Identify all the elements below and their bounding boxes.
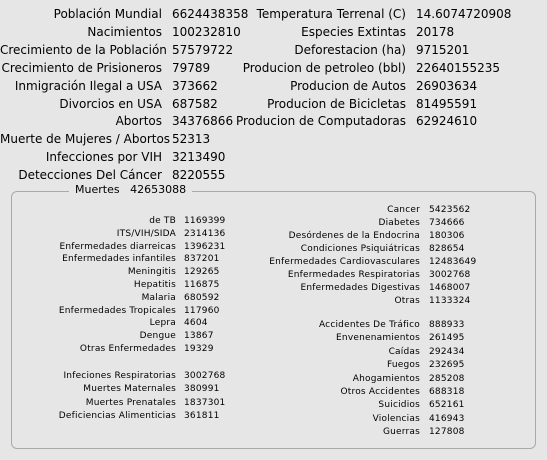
muertes-row bbox=[16, 306, 220, 317]
muertes-row bbox=[230, 427, 465, 438]
stat-label: Suicidios bbox=[378, 400, 420, 411]
stat-label: Condiciones Psiquiátricas bbox=[300, 244, 420, 254]
stat-value: 1396231 bbox=[184, 241, 226, 252]
stat-label: Temperatura Terrenal (C) bbox=[256, 7, 406, 21]
stat-label: Infeciones Respiratorias bbox=[63, 371, 176, 381]
muertes-row bbox=[230, 320, 465, 331]
stat-value: 14.6074720908 bbox=[416, 7, 512, 21]
muertes-row bbox=[230, 218, 465, 229]
stat-row bbox=[236, 61, 500, 76]
muertes-row bbox=[16, 371, 225, 382]
stat-value: 34376866 bbox=[172, 114, 234, 129]
stat-value: 285208 bbox=[429, 373, 465, 384]
stat-value: 261495 bbox=[429, 333, 465, 344]
muertes-row bbox=[230, 360, 465, 371]
muertes-row bbox=[230, 257, 476, 268]
muertes-row bbox=[16, 267, 220, 278]
stat-value: 20178 bbox=[416, 24, 455, 39]
stat-value: 232695 bbox=[429, 360, 465, 371]
stat-value: 4604 bbox=[184, 318, 208, 329]
muertes-row bbox=[230, 414, 465, 425]
stat-label: Envenenamientos bbox=[336, 333, 420, 344]
muertes-row bbox=[16, 344, 214, 355]
muertes-row bbox=[16, 254, 220, 265]
stat-label: Otras Enfermedades bbox=[79, 344, 176, 354]
stat-value: 12483649 bbox=[429, 257, 477, 267]
stat-value: 888933 bbox=[429, 320, 465, 330]
stat-value: 416943 bbox=[429, 413, 465, 424]
stat-value: 19329 bbox=[184, 344, 214, 354]
stat-label: Enfermedades Cardiovasculares bbox=[269, 257, 420, 267]
stat-label: de TB bbox=[149, 216, 176, 226]
muertes-row bbox=[16, 318, 208, 329]
stat-value: 1133324 bbox=[429, 296, 471, 306]
stat-label: Producion de Bicicletas bbox=[267, 96, 406, 111]
stat-row bbox=[236, 7, 511, 22]
stat-label: Inmigración Ilegal a USA bbox=[14, 78, 162, 93]
muertes-row bbox=[230, 387, 465, 398]
muertes-row bbox=[230, 333, 465, 344]
muertes-row bbox=[16, 293, 220, 304]
muertes-row bbox=[230, 270, 470, 281]
stat-value: 180306 bbox=[429, 231, 465, 241]
stat-value: 652161 bbox=[429, 400, 465, 411]
muertes-legend bbox=[69, 183, 192, 197]
muertes-row bbox=[230, 244, 465, 255]
stat-label: Enfermedades Tropicales bbox=[58, 305, 176, 316]
stat-label: Infecciones por VIH bbox=[45, 150, 162, 165]
muertes-row bbox=[230, 205, 470, 216]
muertes-row bbox=[16, 229, 225, 240]
stat-value: 3213490 bbox=[172, 150, 226, 165]
stat-row bbox=[236, 114, 477, 129]
stat-value: 828654 bbox=[429, 244, 465, 254]
stat-value: 8220555 bbox=[172, 168, 226, 183]
stat-label: Deforestacion (ha) bbox=[294, 42, 406, 57]
muertes-row bbox=[230, 283, 470, 294]
stat-value: 57579722 bbox=[172, 42, 234, 57]
stat-value: 13867 bbox=[184, 331, 214, 342]
stat-label: Abortos bbox=[115, 114, 162, 129]
stat-value: 117960 bbox=[184, 305, 220, 316]
stat-value: 373662 bbox=[172, 78, 218, 93]
muertes-row bbox=[16, 280, 220, 291]
stat-label: Producion de petroleo (bbl) bbox=[242, 60, 406, 75]
stat-value: 26903634 bbox=[416, 78, 478, 93]
stat-row bbox=[0, 150, 225, 165]
muertes-row bbox=[230, 231, 465, 242]
stat-row bbox=[236, 79, 477, 94]
stat-label: Crecimiento de la Población bbox=[0, 42, 167, 57]
stat-label: ITS/VIH/SIDA bbox=[116, 228, 176, 239]
stat-label: Enfermedades infantiles bbox=[62, 254, 176, 265]
stat-label: Divorcios en USA bbox=[59, 96, 162, 111]
stat-row bbox=[236, 97, 477, 112]
stat-value: 9715201 bbox=[416, 42, 470, 57]
stat-label: Detecciones Del Cáncer bbox=[18, 168, 162, 183]
stat-row bbox=[0, 114, 233, 129]
stat-value: 127808 bbox=[429, 427, 465, 438]
stat-value: 380991 bbox=[184, 384, 220, 395]
stat-value: 3002768 bbox=[184, 371, 226, 381]
stat-value: 837201 bbox=[184, 254, 220, 265]
stat-value: 3002768 bbox=[429, 270, 471, 280]
stat-value: 1837301 bbox=[184, 397, 226, 408]
stat-value: 100232810 bbox=[172, 24, 241, 39]
stat-row bbox=[0, 79, 218, 94]
stat-label: Especies Extintas bbox=[301, 24, 406, 39]
stat-label: Caídas bbox=[388, 346, 420, 357]
stat-value: 1169399 bbox=[184, 216, 226, 226]
stat-value: 129265 bbox=[184, 267, 220, 278]
stat-row bbox=[236, 25, 454, 40]
stat-label: Desórdenes de la Endocrina bbox=[288, 231, 420, 241]
stat-value: 687582 bbox=[172, 96, 218, 111]
stat-label: Lepra bbox=[149, 318, 176, 329]
stat-label: Diabetes bbox=[378, 218, 420, 228]
muertes-row bbox=[16, 216, 225, 227]
muertes-row bbox=[230, 400, 465, 411]
stat-label: Malaria bbox=[141, 292, 176, 303]
stat-label: Fuegos bbox=[386, 360, 420, 371]
muertes-row bbox=[16, 411, 220, 422]
stat-value: 79789 bbox=[172, 60, 211, 75]
stat-value: 5423562 bbox=[429, 205, 471, 215]
stat-label: Deficiencias Alimenticias bbox=[58, 410, 176, 421]
stat-label: Muerte de Mujeres / Abortos bbox=[0, 132, 171, 147]
stat-label: Población Mundial bbox=[53, 7, 162, 21]
stat-label: Accidentes De Tráfico bbox=[318, 320, 420, 330]
stat-label: Producion de Computadoras bbox=[236, 114, 406, 129]
stat-value: 52313 bbox=[172, 132, 211, 147]
stat-label: Muertes Prenatales bbox=[85, 397, 176, 408]
stat-row bbox=[0, 168, 225, 183]
stat-label: Producion de Autos bbox=[290, 78, 406, 93]
stat-label: Enfermedades Digestivas bbox=[300, 283, 420, 293]
stat-value: 6624438358 bbox=[172, 7, 249, 21]
stat-label: Ahogamientos bbox=[352, 373, 420, 384]
muertes-row bbox=[230, 374, 465, 385]
muertes-label: Muertes bbox=[75, 183, 120, 196]
stat-label: Cancer bbox=[387, 205, 420, 215]
stat-row bbox=[0, 7, 248, 22]
stat-value: 62924610 bbox=[416, 114, 478, 129]
stat-value: 292434 bbox=[429, 346, 465, 357]
stat-value: 2314136 bbox=[184, 228, 226, 239]
stat-value: 688318 bbox=[429, 387, 465, 397]
stat-value: 1468007 bbox=[429, 283, 471, 293]
stat-label: Nacimientos bbox=[87, 24, 162, 39]
stat-label: Guerras bbox=[382, 427, 420, 438]
stat-row bbox=[0, 132, 210, 147]
stat-label: Muertes Maternales bbox=[83, 384, 176, 395]
stat-row bbox=[0, 61, 210, 76]
stat-label: Dengue bbox=[139, 331, 176, 342]
stat-row bbox=[0, 97, 218, 112]
muertes-row bbox=[230, 347, 465, 358]
stat-value: 361811 bbox=[184, 410, 220, 421]
stat-label: Enfermedades Respiratorias bbox=[287, 270, 420, 280]
stat-label: Violencias bbox=[372, 413, 420, 424]
stat-value: 680592 bbox=[184, 292, 220, 303]
stat-label: Meningitis bbox=[127, 267, 176, 278]
stat-label: Otras bbox=[394, 296, 420, 306]
muertes-row bbox=[16, 384, 220, 395]
stat-label: Crecimiento de Prisioneros bbox=[1, 60, 162, 75]
stat-row bbox=[0, 43, 233, 58]
stat-label: Hepatitis bbox=[133, 280, 176, 290]
muertes-row bbox=[16, 242, 225, 253]
stat-label: Otros Accidentes bbox=[340, 387, 420, 397]
stat-value: 22640155235 bbox=[416, 60, 500, 75]
muertes-row bbox=[230, 296, 470, 307]
muertes-row bbox=[16, 331, 214, 342]
stat-row bbox=[0, 25, 241, 40]
stat-value: 81495591 bbox=[416, 96, 478, 111]
stat-row bbox=[236, 43, 469, 58]
muertes-row bbox=[16, 398, 225, 409]
muertes-value: 42653088 bbox=[130, 183, 187, 196]
stat-value: 734666 bbox=[429, 218, 465, 228]
stat-value: 116875 bbox=[184, 280, 220, 290]
stat-label: Enfermedades diarreicas bbox=[59, 241, 176, 252]
